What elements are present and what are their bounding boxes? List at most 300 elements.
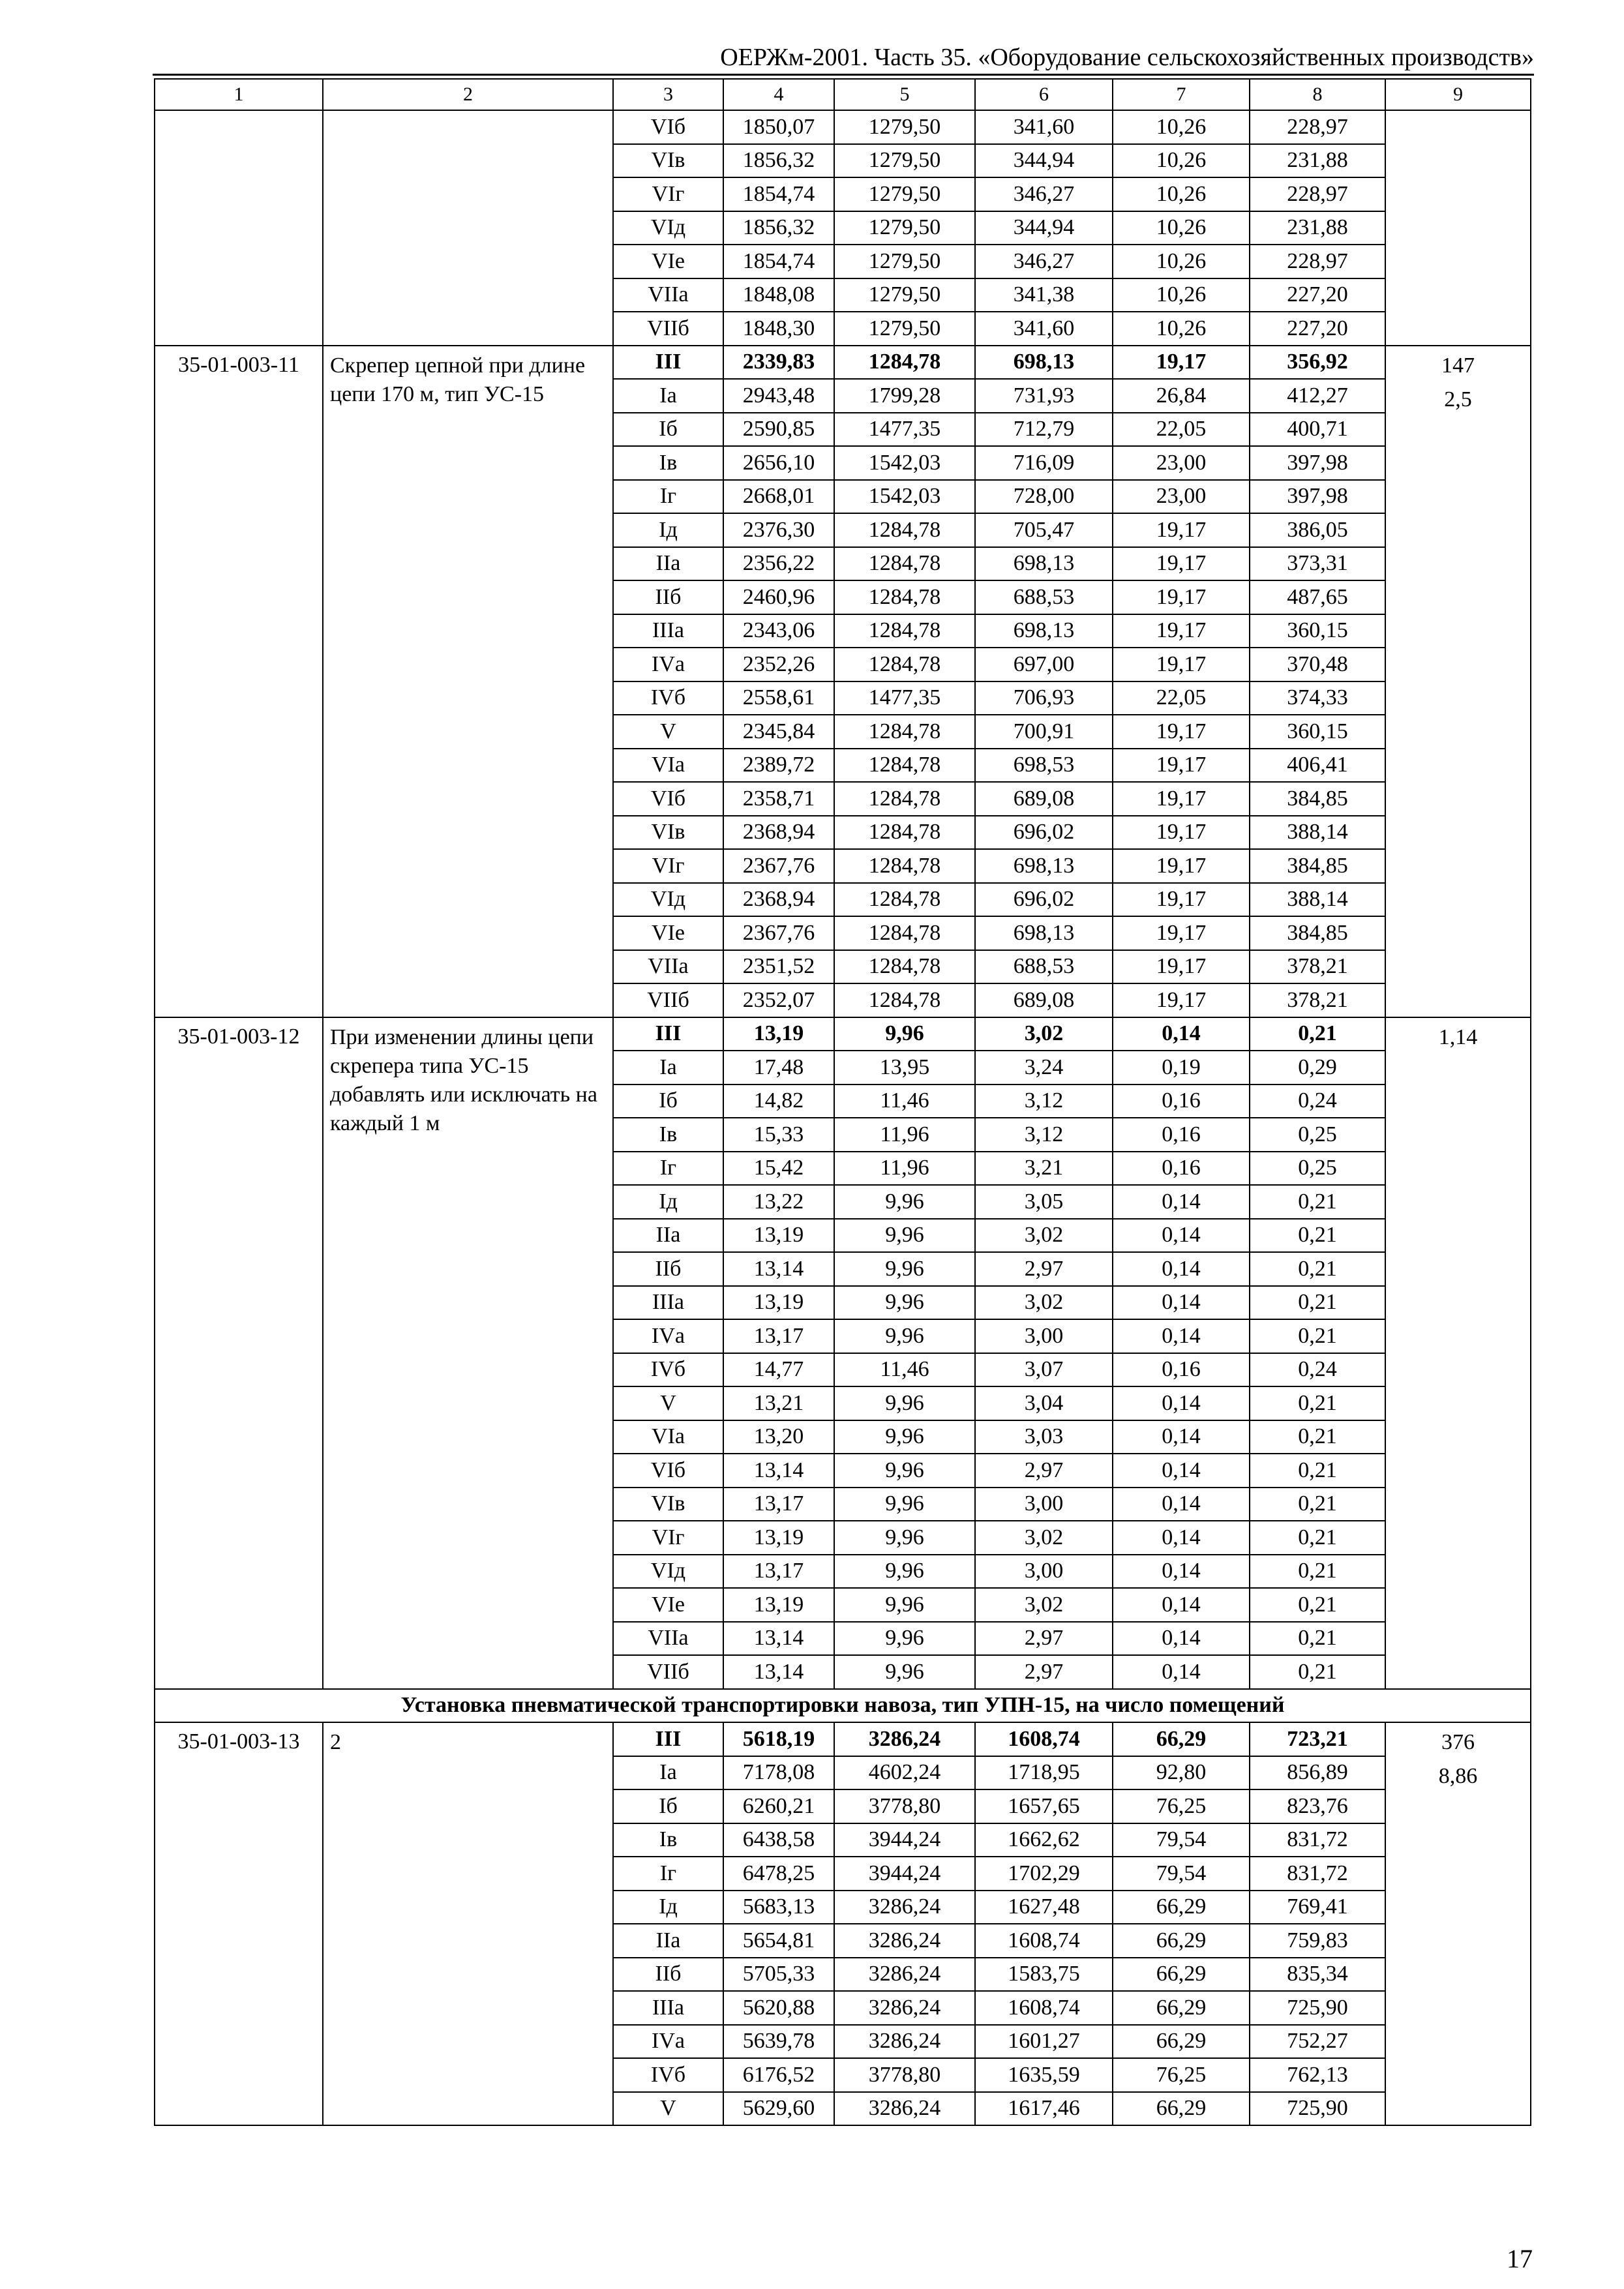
value-cell: 9,96 <box>834 1655 975 1689</box>
table-row <box>155 1017 1531 1051</box>
value-cell: 1856,32 <box>723 144 834 178</box>
value-cell: 1662,62 <box>975 1823 1113 1857</box>
value-cell: 397,98 <box>1250 480 1385 514</box>
class-cell: Iд <box>613 1185 723 1219</box>
class-cell: VIб <box>613 110 723 144</box>
table-row <box>155 110 1531 144</box>
value-cell: 5639,78 <box>723 2025 834 2059</box>
value-cell: 1850,07 <box>723 110 834 144</box>
value-cell: 0,21 <box>1250 1488 1385 1521</box>
value-cell: 13,14 <box>723 1655 834 1689</box>
value-cell: 1854,74 <box>723 177 834 211</box>
class-cell: III <box>613 1722 723 1756</box>
value-cell: 22,05 <box>1113 413 1250 447</box>
value-cell: 0,16 <box>1113 1118 1250 1152</box>
value-cell: 388,14 <box>1250 883 1385 917</box>
value-cell: 1284,78 <box>834 715 975 749</box>
value-cell: 378,21 <box>1250 950 1385 984</box>
class-cell: Iа <box>613 1051 723 1085</box>
document-header: ОЕРЖм-2001. Часть 35. «Оборудование сельскохозяйственных производств» <box>720 44 1534 71</box>
value-cell: 231,88 <box>1250 144 1385 178</box>
value-cell: 13,19 <box>723 1219 834 1253</box>
value-cell: 76,25 <box>1113 1789 1250 1823</box>
value-cell: 688,53 <box>975 950 1113 984</box>
class-cell: III <box>613 346 723 380</box>
column-number-cell: 1 <box>155 79 323 110</box>
class-cell: VIIб <box>613 1655 723 1689</box>
class-cell: VIг <box>613 1521 723 1555</box>
class-cell: IIб <box>613 1958 723 1992</box>
code-cell-empty <box>155 110 323 346</box>
value-cell: 19,17 <box>1113 513 1250 547</box>
table-row <box>155 1722 1531 1756</box>
col9-cell <box>1385 1722 1531 2125</box>
value-cell: 0,14 <box>1113 1420 1250 1454</box>
value-cell: 9,96 <box>834 1319 975 1353</box>
value-cell: 1284,78 <box>834 983 975 1017</box>
value-cell: 1284,78 <box>834 513 975 547</box>
value-cell: 386,05 <box>1250 513 1385 547</box>
value-cell: 697,00 <box>975 648 1113 681</box>
class-cell: V <box>613 2092 723 2126</box>
value-cell: 9,96 <box>834 1219 975 1253</box>
value-cell: 13,19 <box>723 1521 834 1555</box>
value-cell: 689,08 <box>975 983 1113 1017</box>
class-cell: VIIа <box>613 950 723 984</box>
value-cell: 9,96 <box>834 1252 975 1286</box>
value-cell: 9,96 <box>834 1286 975 1320</box>
value-cell: 13,14 <box>723 1622 834 1656</box>
class-cell: VIв <box>613 816 723 850</box>
value-cell: 6478,25 <box>723 1857 834 1891</box>
value-cell: 92,80 <box>1113 1756 1250 1790</box>
value-cell: 698,13 <box>975 614 1113 648</box>
value-cell: 344,94 <box>975 144 1113 178</box>
value-cell: 13,20 <box>723 1420 834 1454</box>
value-cell: 0,21 <box>1250 1588 1385 1622</box>
col9-value: 1,14 <box>1438 1025 1478 1049</box>
value-cell: 228,97 <box>1250 177 1385 211</box>
value-cell: 728,00 <box>975 480 1113 514</box>
value-cell: 9,96 <box>834 1588 975 1622</box>
value-cell: 9,96 <box>834 1420 975 1454</box>
value-cell: 698,13 <box>975 547 1113 581</box>
class-cell: VIе <box>613 1588 723 1622</box>
value-cell: 2,97 <box>975 1454 1113 1488</box>
value-cell: 19,17 <box>1113 782 1250 816</box>
value-cell: 3,02 <box>975 1588 1113 1622</box>
class-cell: VIе <box>613 916 723 950</box>
value-cell: 1284,78 <box>834 816 975 850</box>
value-cell: 356,92 <box>1250 346 1385 380</box>
value-cell: 1279,50 <box>834 278 975 312</box>
value-cell: 0,21 <box>1250 1555 1385 1589</box>
value-cell: 1617,46 <box>975 2092 1113 2126</box>
value-cell: 13,19 <box>723 1286 834 1320</box>
value-cell: 79,54 <box>1113 1823 1250 1857</box>
column-number-cell: 7 <box>1113 79 1250 110</box>
table-body <box>155 79 1531 2125</box>
value-cell: 3286,24 <box>834 2025 975 2059</box>
value-cell: 9,96 <box>834 1521 975 1555</box>
value-cell: 10,26 <box>1113 312 1250 346</box>
col9-value: 8,86 <box>1438 1764 1478 1788</box>
value-cell: 725,90 <box>1250 2092 1385 2126</box>
value-cell: 4602,24 <box>834 1756 975 1790</box>
value-cell: 2,97 <box>975 1622 1113 1656</box>
class-cell: Iб <box>613 413 723 447</box>
column-number-row <box>155 79 1531 110</box>
column-number-cell: 9 <box>1385 79 1531 110</box>
value-cell: 1718,95 <box>975 1756 1113 1790</box>
value-cell: 3,00 <box>975 1555 1113 1589</box>
value-cell: 696,02 <box>975 816 1113 850</box>
value-cell: 370,48 <box>1250 648 1385 681</box>
value-cell: 0,21 <box>1250 1622 1385 1656</box>
value-cell: 22,05 <box>1113 681 1250 715</box>
value-cell: 373,31 <box>1250 547 1385 581</box>
value-cell: 698,53 <box>975 749 1113 783</box>
value-cell: 0,21 <box>1250 1521 1385 1555</box>
value-cell: 2367,76 <box>723 916 834 950</box>
value-cell: 9,96 <box>834 1454 975 1488</box>
value-cell: 19,17 <box>1113 849 1250 883</box>
value-cell: 2943,48 <box>723 379 834 413</box>
class-cell: VIIб <box>613 312 723 346</box>
value-cell: 762,13 <box>1250 2058 1385 2092</box>
value-cell: 384,85 <box>1250 782 1385 816</box>
value-cell: 698,13 <box>975 346 1113 380</box>
value-cell: 2376,30 <box>723 513 834 547</box>
class-cell: VIа <box>613 749 723 783</box>
value-cell: 2,97 <box>975 1655 1113 1689</box>
value-cell: 228,97 <box>1250 245 1385 278</box>
value-cell: 384,85 <box>1250 849 1385 883</box>
value-cell: 346,27 <box>975 245 1113 278</box>
column-number-cell: 2 <box>323 79 613 110</box>
class-cell: VIе <box>613 245 723 278</box>
value-cell: 19,17 <box>1113 715 1250 749</box>
value-cell: 1583,75 <box>975 1958 1113 1992</box>
value-cell: 10,26 <box>1113 177 1250 211</box>
class-cell: VIа <box>613 1420 723 1454</box>
value-cell: 10,26 <box>1113 278 1250 312</box>
class-cell: VIд <box>613 883 723 917</box>
value-cell: 19,17 <box>1113 547 1250 581</box>
value-cell: 66,29 <box>1113 1958 1250 1992</box>
value-cell: 231,88 <box>1250 211 1385 245</box>
value-cell: 1542,03 <box>834 480 975 514</box>
value-cell: 0,14 <box>1113 1017 1250 1051</box>
value-cell: 0,21 <box>1250 1219 1385 1253</box>
value-cell: 769,41 <box>1250 1891 1385 1924</box>
value-cell: 14,82 <box>723 1085 834 1118</box>
value-cell: 0,25 <box>1250 1118 1385 1152</box>
value-cell: 388,14 <box>1250 816 1385 850</box>
value-cell: 66,29 <box>1113 2092 1250 2126</box>
value-cell: 0,14 <box>1113 1454 1250 1488</box>
value-cell: 5705,33 <box>723 1958 834 1992</box>
value-cell: 1601,27 <box>975 2025 1113 2059</box>
value-cell: 1608,74 <box>975 1991 1113 2025</box>
rates-table <box>154 78 1531 2126</box>
column-number-cell: 3 <box>613 79 723 110</box>
value-cell: 1279,50 <box>834 110 975 144</box>
class-cell: IIа <box>613 1924 723 1958</box>
value-cell: 1279,50 <box>834 211 975 245</box>
value-cell: 0,14 <box>1113 1386 1250 1420</box>
value-cell: 13,17 <box>723 1488 834 1521</box>
value-cell: 1635,59 <box>975 2058 1113 2092</box>
value-cell: 79,54 <box>1113 1857 1250 1891</box>
class-cell: Iа <box>613 1756 723 1790</box>
class-cell: V <box>613 1386 723 1420</box>
value-cell: 341,38 <box>975 278 1113 312</box>
column-number-cell: 8 <box>1250 79 1385 110</box>
value-cell: 0,14 <box>1113 1622 1250 1656</box>
value-cell: 10,26 <box>1113 110 1250 144</box>
value-cell: 1284,78 <box>834 346 975 380</box>
class-cell: IVб <box>613 2058 723 2092</box>
value-cell: 2345,84 <box>723 715 834 749</box>
value-cell: 0,21 <box>1250 1185 1385 1219</box>
value-cell: 2590,85 <box>723 413 834 447</box>
value-cell: 698,13 <box>975 916 1113 950</box>
value-cell: 0,21 <box>1250 1386 1385 1420</box>
value-cell: 835,34 <box>1250 1958 1385 1992</box>
value-cell: 2668,01 <box>723 480 834 514</box>
value-cell: 0,24 <box>1250 1085 1385 1118</box>
value-cell: 5629,60 <box>723 2092 834 2126</box>
value-cell: 66,29 <box>1113 1991 1250 2025</box>
value-cell: 731,93 <box>975 379 1113 413</box>
value-cell: 1477,35 <box>834 413 975 447</box>
class-cell: V <box>613 715 723 749</box>
value-cell: 2460,96 <box>723 580 834 614</box>
value-cell: 1284,78 <box>834 749 975 783</box>
value-cell: 19,17 <box>1113 614 1250 648</box>
value-cell: 3286,24 <box>834 1991 975 2025</box>
value-cell: 723,21 <box>1250 1722 1385 1756</box>
section-title-row <box>155 1689 1531 1723</box>
value-cell: 11,46 <box>834 1085 975 1118</box>
value-cell: 1284,78 <box>834 580 975 614</box>
value-cell: 1279,50 <box>834 144 975 178</box>
value-cell: 344,94 <box>975 211 1113 245</box>
value-cell: 13,14 <box>723 1454 834 1488</box>
value-cell: 397,98 <box>1250 446 1385 480</box>
value-cell: 3,02 <box>975 1017 1113 1051</box>
value-cell: 3944,24 <box>834 1823 975 1857</box>
value-cell: 2389,72 <box>723 749 834 783</box>
class-cell: VIб <box>613 782 723 816</box>
value-cell: 0,14 <box>1113 1185 1250 1219</box>
value-cell: 3,02 <box>975 1286 1113 1320</box>
value-cell: 66,29 <box>1113 2025 1250 2059</box>
value-cell: 2339,83 <box>723 346 834 380</box>
value-cell: 2343,06 <box>723 614 834 648</box>
value-cell: 228,97 <box>1250 110 1385 144</box>
value-cell: 0,14 <box>1113 1219 1250 1253</box>
value-cell: 9,96 <box>834 1017 975 1051</box>
value-cell: 13,95 <box>834 1051 975 1085</box>
value-cell: 11,96 <box>834 1152 975 1186</box>
class-cell: III <box>613 1017 723 1051</box>
class-cell: VIг <box>613 849 723 883</box>
value-cell: 0,19 <box>1113 1051 1250 1085</box>
section-title: Установка пневматической транспортировки навоза, тип УПН-15, на число помещений <box>155 1689 1531 1723</box>
value-cell: 0,14 <box>1113 1555 1250 1589</box>
value-cell: 5654,81 <box>723 1924 834 1958</box>
value-cell: 9,96 <box>834 1488 975 1521</box>
value-cell: 1279,50 <box>834 312 975 346</box>
value-cell: 19,17 <box>1113 580 1250 614</box>
class-cell: IIIа <box>613 1991 723 2025</box>
value-cell: 706,93 <box>975 681 1113 715</box>
value-cell: 1542,03 <box>834 446 975 480</box>
class-cell: IVа <box>613 648 723 681</box>
value-cell: 487,65 <box>1250 580 1385 614</box>
class-cell: IIа <box>613 1219 723 1253</box>
value-cell: 2367,76 <box>723 849 834 883</box>
class-cell: Iд <box>613 1891 723 1924</box>
col9-cell <box>1385 1017 1531 1689</box>
description-cell-empty <box>323 110 613 346</box>
value-cell: 2368,94 <box>723 816 834 850</box>
value-cell: 23,00 <box>1113 480 1250 514</box>
value-cell: 341,60 <box>975 312 1113 346</box>
value-cell: 346,27 <box>975 177 1113 211</box>
value-cell: 3,04 <box>975 1386 1113 1420</box>
value-cell: 11,46 <box>834 1353 975 1387</box>
value-cell: 856,89 <box>1250 1756 1385 1790</box>
value-cell: 2352,26 <box>723 648 834 681</box>
class-cell: IIIа <box>613 614 723 648</box>
value-cell: 0,16 <box>1113 1152 1250 1186</box>
value-cell: 0,14 <box>1113 1252 1250 1286</box>
value-cell: 1284,78 <box>834 614 975 648</box>
value-cell: 5683,13 <box>723 1891 834 1924</box>
class-cell: Iб <box>613 1085 723 1118</box>
value-cell: 688,53 <box>975 580 1113 614</box>
value-cell: 3,05 <box>975 1185 1113 1219</box>
value-cell: 1799,28 <box>834 379 975 413</box>
value-cell: 227,20 <box>1250 278 1385 312</box>
description-cell: При изменении длины цепи скрепера типа УС-15 добавлять или исключать на каждый 1 м <box>323 1017 613 1689</box>
value-cell: 3,00 <box>975 1488 1113 1521</box>
value-cell: 66,29 <box>1113 1924 1250 1958</box>
class-cell: Iг <box>613 1857 723 1891</box>
class-cell: VIг <box>613 177 723 211</box>
class-cell: Iг <box>613 480 723 514</box>
value-cell: 400,71 <box>1250 413 1385 447</box>
class-cell: VIб <box>613 1454 723 1488</box>
value-cell: 696,02 <box>975 883 1113 917</box>
value-cell: 6438,58 <box>723 1823 834 1857</box>
value-cell: 1284,78 <box>834 849 975 883</box>
value-cell: 2351,52 <box>723 950 834 984</box>
value-cell: 2356,22 <box>723 547 834 581</box>
value-cell: 15,33 <box>723 1118 834 1152</box>
value-cell: 2656,10 <box>723 446 834 480</box>
value-cell: 0,25 <box>1250 1152 1385 1186</box>
value-cell: 1284,78 <box>834 648 975 681</box>
column-number-cell: 4 <box>723 79 834 110</box>
value-cell: 752,27 <box>1250 2025 1385 2059</box>
value-cell: 19,17 <box>1113 983 1250 1017</box>
value-cell: 1848,08 <box>723 278 834 312</box>
class-cell: VIд <box>613 211 723 245</box>
value-cell: 712,79 <box>975 413 1113 447</box>
value-cell: 0,21 <box>1250 1454 1385 1488</box>
value-cell: 3,12 <box>975 1118 1113 1152</box>
value-cell: 19,17 <box>1113 816 1250 850</box>
value-cell: 698,13 <box>975 849 1113 883</box>
col9-value: 2,5 <box>1444 387 1472 411</box>
value-cell: 360,15 <box>1250 715 1385 749</box>
value-cell: 3286,24 <box>834 1891 975 1924</box>
value-cell: 19,17 <box>1113 346 1250 380</box>
value-cell: 3286,24 <box>834 1958 975 1992</box>
description-cell: Скрепер цепной при длине цепи 170 м, тип УС-15 <box>323 346 613 1017</box>
value-cell: 3778,80 <box>834 2058 975 2092</box>
value-cell: 1627,48 <box>975 1891 1113 1924</box>
value-cell: 2,97 <box>975 1252 1113 1286</box>
value-cell: 0,14 <box>1113 1655 1250 1689</box>
value-cell: 1854,74 <box>723 245 834 278</box>
value-cell: 3,02 <box>975 1521 1113 1555</box>
value-cell: 19,17 <box>1113 950 1250 984</box>
value-cell: 412,27 <box>1250 379 1385 413</box>
col9-value: 147 <box>1441 353 1475 378</box>
value-cell: 3944,24 <box>834 1857 975 1891</box>
column-number-cell: 5 <box>834 79 975 110</box>
value-cell: 1284,78 <box>834 782 975 816</box>
class-cell: Iв <box>613 1118 723 1152</box>
class-cell: IIIа <box>613 1286 723 1320</box>
value-cell: 0,14 <box>1113 1521 1250 1555</box>
value-cell: 0,14 <box>1113 1588 1250 1622</box>
value-cell: 3,00 <box>975 1319 1113 1353</box>
value-cell: 0,21 <box>1250 1252 1385 1286</box>
value-cell: 2358,71 <box>723 782 834 816</box>
value-cell: 378,21 <box>1250 983 1385 1017</box>
value-cell: 10,26 <box>1113 144 1250 178</box>
value-cell: 19,17 <box>1113 916 1250 950</box>
value-cell: 13,14 <box>723 1252 834 1286</box>
code-cell: 35-01-003-13 <box>155 1722 323 2125</box>
value-cell: 3,21 <box>975 1152 1113 1186</box>
class-cell: Iа <box>613 379 723 413</box>
value-cell: 725,90 <box>1250 1991 1385 2025</box>
value-cell: 19,17 <box>1113 883 1250 917</box>
value-cell: 3778,80 <box>834 1789 975 1823</box>
value-cell: 384,85 <box>1250 916 1385 950</box>
value-cell: 6176,52 <box>723 2058 834 2092</box>
value-cell: 9,96 <box>834 1622 975 1656</box>
class-cell: IVб <box>613 681 723 715</box>
value-cell: 0,14 <box>1113 1488 1250 1521</box>
value-cell: 0,14 <box>1113 1286 1250 1320</box>
class-cell: IVб <box>613 1353 723 1387</box>
value-cell: 0,21 <box>1250 1319 1385 1353</box>
class-cell: VIв <box>613 1488 723 1521</box>
code-cell: 35-01-003-12 <box>155 1017 323 1689</box>
value-cell: 374,33 <box>1250 681 1385 715</box>
value-cell: 705,47 <box>975 513 1113 547</box>
value-cell: 9,96 <box>834 1555 975 1589</box>
value-cell: 11,96 <box>834 1118 975 1152</box>
